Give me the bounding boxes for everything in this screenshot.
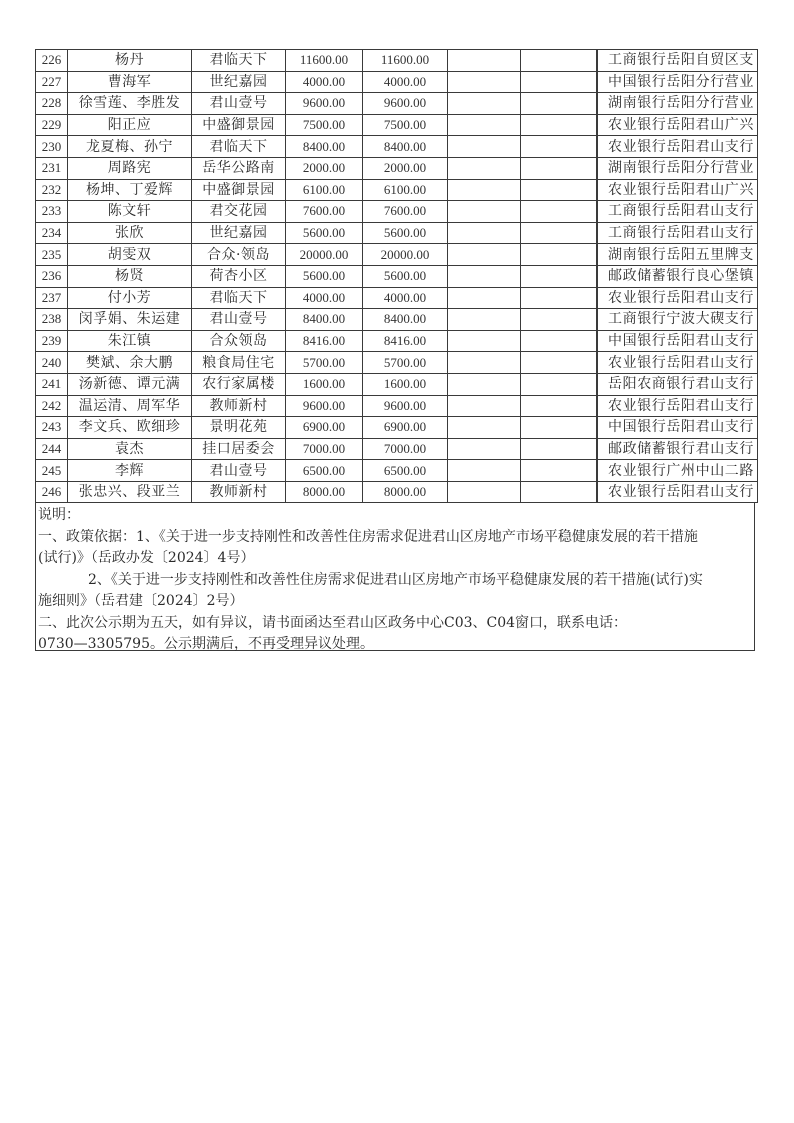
notes-line-5: 二、此次公示期为五天，如有异议，请书面函达至君山区政务中心C03、C04窗口，联系电话：	[38, 614, 628, 631]
amount-1: 6100.00	[286, 179, 363, 201]
subsidy-table	[35, 49, 758, 503]
bank-name: 农业银行岳阳君山广兴	[597, 114, 758, 136]
row-number: 226	[36, 50, 68, 72]
amount-2: 5600.00	[363, 222, 448, 244]
bank-name: 工商银行岳阳君山支行	[597, 201, 758, 223]
row-number: 232	[36, 179, 68, 201]
amount-2: 2000.00	[363, 157, 448, 179]
row-number: 237	[36, 287, 68, 309]
table-row	[36, 157, 758, 179]
applicant-name: 李辉	[68, 460, 192, 482]
applicant-name: 杨坤、丁爱辉	[68, 179, 192, 201]
bank-name: 工商银行岳阳君山支行	[597, 222, 758, 244]
applicant-name: 闵孚娟、朱运建	[68, 309, 192, 331]
applicant-name: 胡雯双	[68, 244, 192, 266]
notes-line-1: 一、政策依据：1、《关于进一步支持刚性和改善性住房需求促进君山区房地产市场平稳健康发展的若干措施	[38, 528, 698, 545]
row-number: 229	[36, 114, 68, 136]
bank-name: 农业银行岳阳君山广兴	[597, 179, 758, 201]
row-number: 227	[36, 71, 68, 93]
amount-1: 8000.00	[286, 481, 363, 503]
table-row	[36, 460, 758, 482]
applicant-name: 阳正应	[68, 114, 192, 136]
empty-cell-2	[521, 265, 597, 287]
amount-1: 8400.00	[286, 309, 363, 331]
applicant-name: 朱江镇	[68, 330, 192, 352]
empty-cell-2	[521, 71, 597, 93]
community-name: 君临天下	[192, 50, 286, 72]
community-name: 君山壹号	[192, 460, 286, 482]
community-name: 荷杏小区	[192, 265, 286, 287]
empty-cell-1	[448, 201, 521, 223]
empty-cell-2	[521, 50, 597, 72]
empty-cell-2	[521, 157, 597, 179]
row-number: 245	[36, 460, 68, 482]
community-name: 世纪嘉园	[192, 222, 286, 244]
empty-cell-1	[448, 352, 521, 374]
table-row	[36, 330, 758, 352]
row-number: 242	[36, 395, 68, 417]
notes-heading: 说明：	[38, 507, 80, 523]
table-row	[36, 201, 758, 223]
empty-cell-1	[448, 93, 521, 115]
amount-2: 7600.00	[363, 201, 448, 223]
empty-cell-2	[521, 330, 597, 352]
empty-cell-1	[448, 438, 521, 460]
amount-1: 5600.00	[286, 265, 363, 287]
table-body	[36, 50, 758, 503]
applicant-name: 李文兵、欧细珍	[68, 417, 192, 439]
amount-2: 4000.00	[363, 287, 448, 309]
amount-2: 6500.00	[363, 460, 448, 482]
amount-1: 20000.00	[286, 244, 363, 266]
row-number: 233	[36, 201, 68, 223]
bank-name: 中国银行岳阳君山支行	[597, 417, 758, 439]
amount-1: 5700.00	[286, 352, 363, 374]
amount-2: 7500.00	[363, 114, 448, 136]
applicant-name: 杨贤	[68, 265, 192, 287]
table-row	[36, 222, 758, 244]
row-number: 234	[36, 222, 68, 244]
bank-name: 邮政储蓄银行君山支行	[597, 438, 758, 460]
applicant-name: 张忠兴、段亚兰	[68, 481, 192, 503]
empty-cell-1	[448, 373, 521, 395]
row-number: 231	[36, 157, 68, 179]
community-name: 岳华公路南	[192, 157, 286, 179]
empty-cell-1	[448, 330, 521, 352]
empty-cell-2	[521, 481, 597, 503]
amount-2: 9600.00	[363, 93, 448, 115]
bank-name: 工商银行岳阳自贸区支	[597, 50, 758, 72]
row-number: 244	[36, 438, 68, 460]
amount-1: 9600.00	[286, 395, 363, 417]
applicant-name: 曹海军	[68, 71, 192, 93]
empty-cell-1	[448, 244, 521, 266]
empty-cell-2	[521, 438, 597, 460]
empty-cell-1	[448, 179, 521, 201]
empty-cell-1	[448, 50, 521, 72]
row-number: 246	[36, 481, 68, 503]
row-number: 236	[36, 265, 68, 287]
table-row	[36, 265, 758, 287]
empty-cell-2	[521, 222, 597, 244]
empty-cell-2	[521, 309, 597, 331]
community-name: 景明花苑	[192, 417, 286, 439]
notes-line-4: 施细则》（岳君建〔2024〕2号）	[38, 593, 244, 609]
empty-cell-2	[521, 352, 597, 374]
empty-cell-2	[521, 373, 597, 395]
amount-1: 11600.00	[286, 50, 363, 72]
amount-2: 9600.00	[363, 395, 448, 417]
applicant-name: 樊斌、余大鹏	[68, 352, 192, 374]
row-number: 241	[36, 373, 68, 395]
table-row	[36, 50, 758, 72]
community-name: 君山壹号	[192, 93, 286, 115]
bank-name: 农业银行岳阳君山支行	[597, 136, 758, 158]
empty-cell-2	[521, 395, 597, 417]
community-name: 教师新村	[192, 481, 286, 503]
amount-1: 6500.00	[286, 460, 363, 482]
community-name: 君交花园	[192, 201, 286, 223]
amount-2: 8000.00	[363, 481, 448, 503]
applicant-name: 付小芳	[68, 287, 192, 309]
table-row	[36, 93, 758, 115]
bank-name: 农业银行岳阳君山支行	[597, 287, 758, 309]
empty-cell-1	[448, 395, 521, 417]
empty-cell-2	[521, 179, 597, 201]
table-row	[36, 438, 758, 460]
applicant-name: 袁杰	[68, 438, 192, 460]
amount-2: 4000.00	[363, 71, 448, 93]
row-number: 228	[36, 93, 68, 115]
empty-cell-2	[521, 460, 597, 482]
amount-2: 8400.00	[363, 309, 448, 331]
amount-1: 7600.00	[286, 201, 363, 223]
row-number: 243	[36, 417, 68, 439]
bank-name: 湖南银行岳阳分行营业	[597, 93, 758, 115]
notes-line-6: 0730—3305795。公示期满后，不再受理异议处理。	[38, 636, 374, 652]
applicant-name: 杨丹	[68, 50, 192, 72]
community-name: 粮食局住宅	[192, 352, 286, 374]
empty-cell-1	[448, 265, 521, 287]
amount-2: 6100.00	[363, 179, 448, 201]
community-name: 教师新村	[192, 395, 286, 417]
notes-line-2: (试行)》（岳政办发〔2024〕4号）	[38, 550, 255, 566]
community-name: 中盛御景园	[192, 114, 286, 136]
bank-name: 湖南银行岳阳分行营业	[597, 157, 758, 179]
amount-1: 8416.00	[286, 330, 363, 352]
amount-2: 11600.00	[363, 50, 448, 72]
bank-name: 湖南银行岳阳五里牌支	[597, 244, 758, 266]
empty-cell-1	[448, 417, 521, 439]
empty-cell-1	[448, 460, 521, 482]
amount-2: 5700.00	[363, 352, 448, 374]
community-name: 中盛御景园	[192, 179, 286, 201]
amount-2: 5600.00	[363, 265, 448, 287]
bank-name: 邮政储蓄银行良心堡镇	[597, 265, 758, 287]
amount-1: 8400.00	[286, 136, 363, 158]
community-name: 君山壹号	[192, 309, 286, 331]
empty-cell-1	[448, 481, 521, 503]
empty-cell-2	[521, 114, 597, 136]
community-name: 世纪嘉园	[192, 71, 286, 93]
amount-2: 6900.00	[363, 417, 448, 439]
bank-name: 农业银行岳阳君山支行	[597, 481, 758, 503]
table-row	[36, 179, 758, 201]
applicant-name: 周路宪	[68, 157, 192, 179]
amount-2: 20000.00	[363, 244, 448, 266]
amount-1: 9600.00	[286, 93, 363, 115]
empty-cell-2	[521, 287, 597, 309]
empty-cell-2	[521, 244, 597, 266]
table-row	[36, 417, 758, 439]
community-name: 君临天下	[192, 287, 286, 309]
bank-name: 中国银行岳阳分行营业	[597, 71, 758, 93]
amount-1: 4000.00	[286, 71, 363, 93]
table-row	[36, 244, 758, 266]
community-name: 挂口居委会	[192, 438, 286, 460]
empty-cell-1	[448, 157, 521, 179]
bank-name: 农业银行岳阳君山支行	[597, 352, 758, 374]
community-name: 合众领岛	[192, 330, 286, 352]
empty-cell-1	[448, 136, 521, 158]
amount-1: 7500.00	[286, 114, 363, 136]
amount-1: 5600.00	[286, 222, 363, 244]
row-number: 230	[36, 136, 68, 158]
notes-section	[35, 503, 755, 651]
table-row	[36, 352, 758, 374]
table-row	[36, 309, 758, 331]
amount-2: 7000.00	[363, 438, 448, 460]
table-row	[36, 287, 758, 309]
empty-cell-1	[448, 114, 521, 136]
amount-2: 1600.00	[363, 373, 448, 395]
amount-1: 4000.00	[286, 287, 363, 309]
bank-name: 农业银行广州中山二路	[597, 460, 758, 482]
bank-name: 农业银行岳阳君山支行	[597, 395, 758, 417]
table-row	[36, 71, 758, 93]
applicant-name: 温运清、周军华	[68, 395, 192, 417]
amount-1: 7000.00	[286, 438, 363, 460]
amount-2: 8400.00	[363, 136, 448, 158]
empty-cell-2	[521, 136, 597, 158]
row-number: 239	[36, 330, 68, 352]
bank-name: 岳阳农商银行君山支行	[597, 373, 758, 395]
amount-1: 1600.00	[286, 373, 363, 395]
table-row	[36, 395, 758, 417]
applicant-name: 龙夏梅、孙宁	[68, 136, 192, 158]
applicant-name: 徐雪莲、李胜发	[68, 93, 192, 115]
empty-cell-1	[448, 309, 521, 331]
applicant-name: 陈文轩	[68, 201, 192, 223]
empty-cell-2	[521, 201, 597, 223]
empty-cell-2	[521, 93, 597, 115]
empty-cell-1	[448, 71, 521, 93]
empty-cell-1	[448, 287, 521, 309]
applicant-name: 张欣	[68, 222, 192, 244]
empty-cell-2	[521, 417, 597, 439]
row-number: 235	[36, 244, 68, 266]
amount-1: 2000.00	[286, 157, 363, 179]
applicant-name: 汤新德、谭元满	[68, 373, 192, 395]
community-name: 君临天下	[192, 136, 286, 158]
notes-line-3: 2、《关于进一步支持刚性和改善性住房需求促进君山区房地产市场平稳健康发展的若干措施(试行)实	[88, 571, 703, 588]
amount-1: 6900.00	[286, 417, 363, 439]
row-number: 238	[36, 309, 68, 331]
row-number: 240	[36, 352, 68, 374]
community-name: 农行家属楼	[192, 373, 286, 395]
empty-cell-1	[448, 222, 521, 244]
community-name: 合众·领岛	[192, 244, 286, 266]
table-row	[36, 481, 758, 503]
bank-name: 工商银行宁波大碶支行	[597, 309, 758, 331]
table-row	[36, 114, 758, 136]
table-row	[36, 373, 758, 395]
bank-name: 中国银行岳阳君山支行	[597, 330, 758, 352]
table-row	[36, 136, 758, 158]
amount-2: 8416.00	[363, 330, 448, 352]
